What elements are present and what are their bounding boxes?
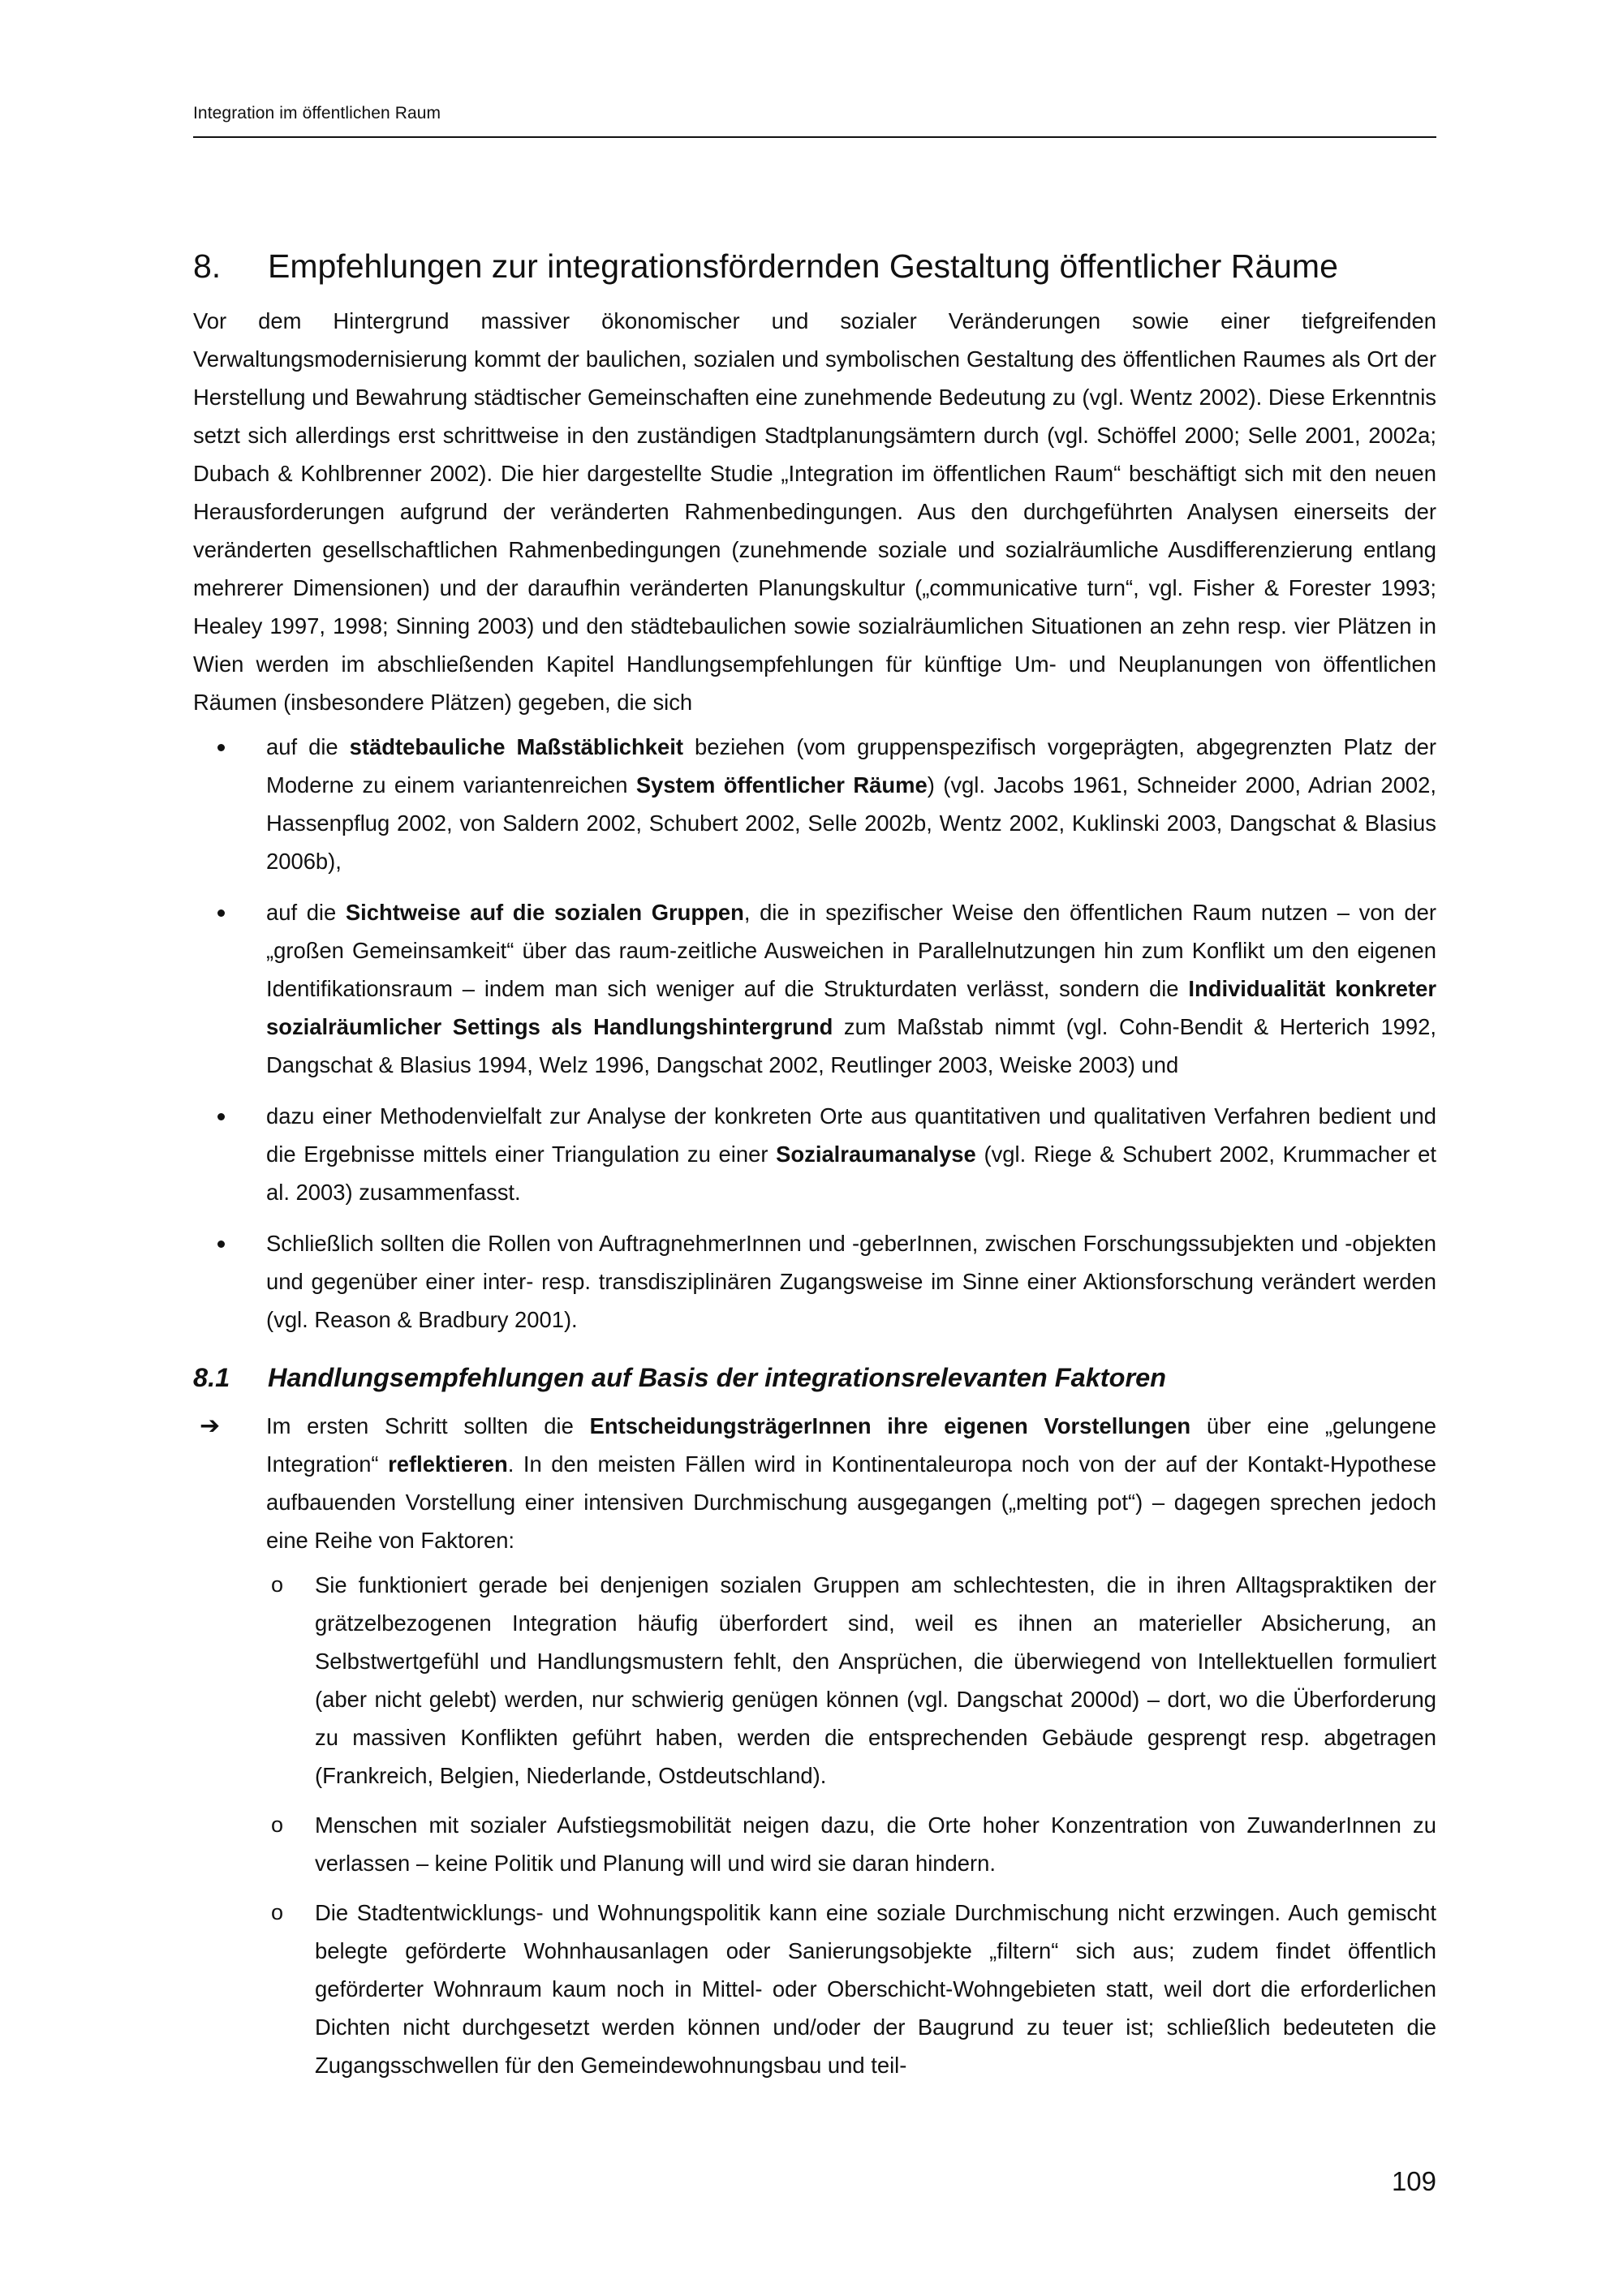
bullet-text: ) (vgl. Jacobs 1961, Schneider 2000, Adrian 2002, Hassenpflug 2002, von Saldern 2002, Schubert 2002, Selle 2002b, Wentz 2002, Kuklinski 2003, Dangschat & Blasius 2006b), — [266, 772, 1437, 874]
bullet-item — [193, 1224, 1436, 1339]
page-content — [193, 243, 1436, 2096]
circle-bullet-icon: o — [271, 1572, 284, 1597]
chapter-title: Empfehlungen zur integrationsfördernden Gestaltung öffentlicher Räume — [268, 247, 1338, 285]
bullet-list — [193, 728, 1436, 1339]
chapter-heading — [193, 243, 1436, 289]
running-header: Integration im öffentlichen Raum — [193, 104, 441, 123]
recommendation-text: über eine „gelungene Integration“ — [266, 1413, 1436, 1477]
bullet-text: , die in spezifischer Weise den öffentlichen Raum nutzen – von der „großen Gemeinsamkeit“ über das raum-zeitliche Ausweichen in Parallelnutzungen hin zum Konflikt um den eigenen Identifikationsraum – indem man sich weniger auf die Strukturdaten verlässt, sondern die — [266, 900, 1437, 1001]
circle-bullet-icon: o — [271, 1900, 284, 1924]
bullet-emphasis: städtebauliche Maßstäblichkeit — [349, 734, 683, 759]
bullet-item — [193, 1097, 1436, 1211]
bullet-text: dazu einer Methodenvielfalt zur Analyse der konkreten Orte aus quantitativen und qualitativen Verfahren bedient und die Ergebnisse mittels einer Triangulation zu einer — [266, 1103, 1436, 1167]
recommendation-emphasis: EntscheidungsträgerInnen ihre eigenen Vorstellungen — [589, 1413, 1191, 1438]
bullet-dot-icon — [217, 909, 225, 917]
bullet-item — [193, 893, 1436, 1084]
intro-paragraph: Vor dem Hintergrund massiver ökonomischer und sozialer Veränderungen sowie einer tiefgreifenden Verwaltungsmodernisierung kommt der baulichen, sozialen und symbolischen Gestaltung des öffentlichen Raumes als Ort der Herstellung und Bewahrung städtischer Gemeinschaften eine zunehmende Bedeutung zu (vgl. Wentz 2002). Diese Erkenntnis setzt sich allerdings erst schrittweise in den zuständigen Stadtplanungsämtern durch (vgl. Schöffel 2000; Selle 2001, 2002a; Dubach & Kohlbrenner 2002). Die hier dargestellte Studie „Integration im öffentlichen Raum“ beschäftigt sich mit den neuen Herausforderungen aufgrund der veränderten Rahmenbedingungen. Aus den durchgeführten Analysen einerseits der veränderten gesellschaftlichen Rahmenbedingungen (zunehmende soziale und sozialräumliche Ausdifferenzierung entlang mehrerer Dimensionen) und der daraufhin veränderten Planungskultur („communicative turn“, vgl. Fisher & Forester 1993; Healey 1997, 1998; Sinning 2003) und den städtebaulichen sowie sozialräumlichen Situationen an zehn resp. vier Plätzen in Wien werden im abschließenden Kapitel Handlungsempfehlungen für künftige Um- und Neuplanungen von öffentlichen Räumen (insbesondere Plätzen) gegeben, die sich — [193, 308, 1436, 715]
header-rule — [193, 136, 1436, 138]
circle-bullet-icon: o — [271, 1812, 284, 1837]
bullet-dot-icon — [217, 744, 225, 751]
page-number: 109 — [1391, 2166, 1436, 2196]
factor-list — [266, 1566, 1436, 2084]
recommendation-item — [193, 1407, 1436, 1559]
bullet-text: (vgl. Riege & Schubert 2002, Krummacher et al. 2003) zusammenfasst. — [266, 1142, 1436, 1205]
chapter-number: 8. — [193, 247, 222, 285]
right-arrow-icon: ➔ — [200, 1412, 221, 1440]
recommendation-text: . In den meisten Fällen wird in Kontinentaleuropa noch von der auf der Kontakt-Hypothese aufbauenden Vorstellung einer intensiven Durchmischung ausgegangen („melting pot“) – dagegen sprechen jedoch eine Reihe von Faktoren: — [266, 1451, 1436, 1553]
bullet-item — [193, 728, 1436, 880]
factor-item — [266, 1894, 1436, 2084]
factor-item — [266, 1566, 1436, 1795]
recommendation-emphasis: reflektieren — [388, 1451, 508, 1477]
section-heading — [193, 1358, 1436, 1397]
bullet-text: zum Maßstab nimmt (vgl. Cohn-Bendit & Herterich 1992, Dangschat & Blasius 1994, Welz 1996, Dangschat 2002, Reutlinger 2003, Weiske 2003) und — [266, 1014, 1436, 1077]
factor-text: Menschen mit sozialer Aufstiegsmobilität neigen dazu, die Orte hoher Konzentration von ZuwanderInnen zu verlassen – keine Politik und Planung will und wird sie daran hindern. — [315, 1812, 1436, 1876]
factor-item — [266, 1806, 1436, 1882]
recommendation-text: Im ersten Schritt sollten die — [266, 1413, 590, 1438]
section-title: Handlungsempfehlungen auf Basis der integrationsrelevanten Faktoren — [268, 1363, 1167, 1392]
bullet-text: auf die — [266, 734, 350, 759]
factor-text: Sie funktioniert gerade bei denjenigen sozialen Gruppen am schlechtesten, die in ihren Alltagspraktiken der grätzelbezogenen Integration häufig überfordert sind, weil es ihnen an materieller Absicherung, an Selbstwertgefühl und Handlungsmustern fehlt, den Ansprüchen, die überwiegend von Intellektuellen formuliert (aber nicht gelebt) werden, nur schwierig genügen können (vgl. Dangschat 2000d) – dort, wo die Überforderung zu massiven Konflikten geführt haben, werden die entsprechenden Gebäude gesprengt resp. abgetragen (Frankreich, Belgien, Niederlande, Ostdeutschland). — [315, 1572, 1436, 1788]
section-number: 8.1 — [193, 1363, 230, 1392]
bullet-text: Schließlich sollten die Rollen von AuftragnehmerInnen und -geberInnen, zwischen Forschungssubjekten und -objekten und gegenüber einer inter- resp. transdisziplinären Zugangsweise im Sinne einer Aktionsforschung verändert werden (vgl. Reason & Bradbury 2001). — [266, 1231, 1436, 1332]
bullet-emphasis: System öffentlicher Räume — [635, 772, 928, 798]
bullet-emphasis: Sichtweise auf die sozialen Gruppen — [345, 900, 744, 925]
bullet-text: beziehen (vom gruppenspezifisch vorgeprägten, abgegrenzten Platz der Moderne zu einem variantenreichen — [266, 734, 1436, 798]
factor-text: Die Stadtentwicklungs- und Wohnungspolitik kann eine soziale Durchmischung nicht erzwingen. Auch gemischt belegte geförderte Wohnhausanlagen oder Sanierungsobjekte „filtern“ sich aus; zudem findet öffentlich geförderter Wohnraum kaum noch in Mittel- oder Oberschicht-Wohngebieten statt, weil dort die erforderlichen Dichten nicht durchgesetzt werden können und/oder der Baugrund zu teuer ist; schließlich bedeuteten die Zugangsschwellen für den Gemeindewohnungsbau und teil- — [315, 1900, 1436, 2078]
bullet-dot-icon — [217, 1240, 225, 1248]
bullet-dot-icon — [217, 1113, 225, 1120]
bullet-emphasis: Sozialraumanalyse — [776, 1142, 976, 1167]
bullet-emphasis: Individualität konkreter sozialräumlicher Settings als Handlungshintergrund — [266, 976, 1436, 1039]
bullet-text: auf die — [266, 900, 346, 925]
